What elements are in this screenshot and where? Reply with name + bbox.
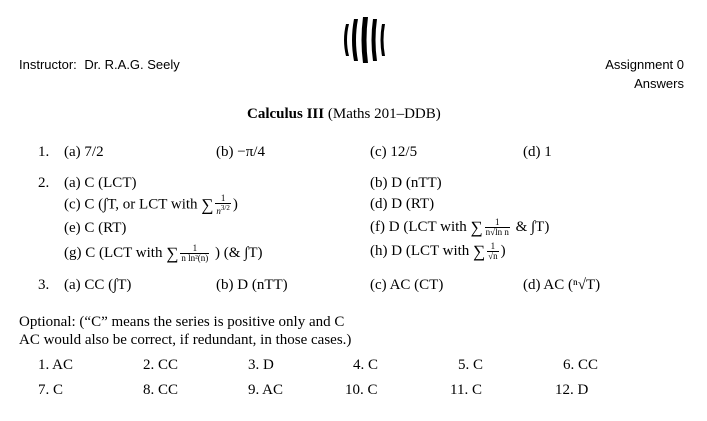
q2-g-fraction bbox=[180, 244, 209, 263]
q2-h-fraction bbox=[487, 242, 498, 261]
fraction-numerator: 1 bbox=[487, 242, 498, 252]
assignment-label: Assignment 0 bbox=[605, 57, 684, 72]
q2-c-fraction bbox=[215, 194, 230, 216]
fraction-denominator: n ln²(n) bbox=[181, 253, 209, 264]
q2-h-close: ) bbox=[500, 243, 506, 259]
optional-answer: 7. C bbox=[38, 382, 64, 398]
sum-symbol: ∑ bbox=[166, 244, 179, 263]
fraction-numerator: 1 bbox=[215, 194, 230, 204]
q2-answer-g bbox=[64, 244, 262, 264]
q3-answer-c: (c) AC (CT) bbox=[370, 277, 444, 293]
q2-number: 2. bbox=[38, 175, 50, 191]
instructor-name: Dr. R.A.G. Seely bbox=[84, 57, 180, 72]
q3-answer-d: (d) AC (ⁿ√T) bbox=[523, 277, 601, 293]
q2-answer-d: (d) D (RT) bbox=[370, 196, 435, 212]
optional-answer: 9. AC bbox=[248, 382, 284, 398]
q2-g-text: (g) C (LCT with bbox=[64, 245, 163, 261]
q3-number: 3. bbox=[38, 277, 50, 293]
title-code: (Maths 201–DDB) bbox=[324, 106, 441, 122]
fraction-denominator: $n^{3/2}$ bbox=[216, 204, 230, 216]
q2-answer-e: (e) C (RT) bbox=[64, 220, 127, 236]
sum-symbol: ∑ bbox=[201, 195, 214, 215]
optional-answer: 8. CC bbox=[143, 382, 179, 398]
q2-g-close: ) (& ∫T) bbox=[215, 245, 263, 261]
fraction-denominator: √n bbox=[488, 251, 498, 262]
q2-answer-h bbox=[370, 242, 506, 262]
optional-answer: 11. C bbox=[450, 382, 482, 398]
instructor-line bbox=[19, 57, 180, 72]
fraction-numerator: 1 bbox=[180, 244, 209, 254]
optional-answer: 4. C bbox=[353, 357, 379, 373]
q3-answer-b: (b) D (nTT) bbox=[216, 277, 288, 293]
fraction-numerator: 1 bbox=[485, 218, 510, 228]
q1-number: 1. bbox=[38, 144, 50, 160]
q2-answer-f bbox=[370, 218, 549, 238]
optional-answer: 12. D bbox=[555, 382, 589, 398]
optional-answer: 5. C bbox=[458, 357, 484, 373]
title-course: Calculus III bbox=[247, 106, 325, 122]
q2-h-text: (h) D (LCT with bbox=[370, 243, 470, 259]
q2-c-close: ) bbox=[232, 196, 238, 213]
q1-answer-b: (b) −π/4 bbox=[216, 144, 265, 160]
q1-answer-c: (c) 12/5 bbox=[370, 144, 418, 160]
optional-note-line2: AC would also be correct, if redundant, in those cases.) bbox=[19, 332, 352, 348]
q2-answer-a: (a) C (LCT) bbox=[64, 175, 137, 191]
optional-answer: 1. AC bbox=[38, 357, 74, 373]
university-logo bbox=[340, 14, 392, 66]
q3-answer-a: (a) CC (∫T) bbox=[64, 277, 132, 293]
optional-answer: 2. CC bbox=[143, 357, 179, 373]
optional-answer: 3. D bbox=[248, 357, 274, 373]
fraction-denominator: n√ln n bbox=[485, 227, 509, 238]
optional-note-line1: Optional: (“C” means the series is positive only and C bbox=[19, 314, 345, 330]
q1-answer-d: (d) 1 bbox=[523, 144, 552, 160]
q2-answer-b: (b) D (nTT) bbox=[370, 175, 442, 191]
page-title bbox=[247, 106, 441, 123]
sum-symbol: ∑ bbox=[470, 218, 483, 237]
optional-answer: 10. C bbox=[345, 382, 378, 398]
q2-f-text: (f) D (LCT with bbox=[370, 219, 467, 235]
optional-answer: 6. CC bbox=[563, 357, 599, 373]
q2-f-fraction bbox=[485, 218, 510, 237]
q1-answer-a: (a) 7/2 bbox=[64, 144, 104, 160]
answers-label: Answers bbox=[634, 76, 684, 91]
q2-answer-c bbox=[64, 194, 238, 216]
instructor-label: Instructor: bbox=[19, 57, 77, 72]
sum-symbol: ∑ bbox=[473, 242, 486, 261]
q2-c-text: (c) C (∫T, or LCT with bbox=[64, 196, 198, 213]
q2-f-close: & ∫T) bbox=[515, 219, 550, 235]
